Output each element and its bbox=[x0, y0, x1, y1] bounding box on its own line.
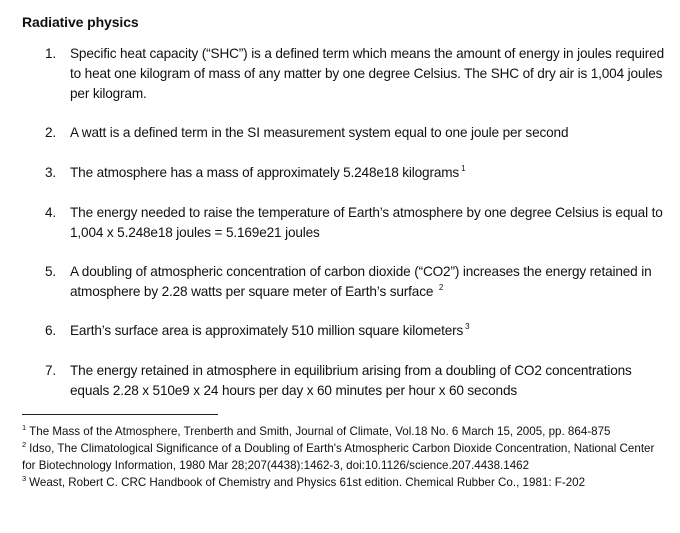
footnote bbox=[22, 440, 667, 474]
list-item-number: 7. bbox=[45, 363, 57, 378]
list-item-body: The energy retained in atmosphere in equilibrium arising from a doubling of CO2 concentrations equals 2.28 x 510e9 x 24 hours per day x 60 minutes per hour x 60 seconds bbox=[70, 363, 632, 398]
list-item-number: 4. bbox=[45, 205, 57, 220]
section-heading: Radiative physics bbox=[22, 14, 139, 30]
list-item-number: 5. bbox=[45, 264, 57, 279]
list-item-number: 3. bbox=[45, 165, 57, 180]
list-item-text bbox=[70, 123, 665, 143]
list-item-text bbox=[70, 262, 665, 302]
list-item-text bbox=[70, 163, 665, 183]
list-item-text bbox=[70, 321, 665, 341]
footnote-marker: 2 bbox=[22, 440, 27, 450]
footnote-marker: 1 bbox=[22, 423, 27, 433]
footnote-reference: 3 bbox=[465, 322, 470, 332]
footnotes bbox=[22, 423, 667, 491]
list-item-number: 2. bbox=[45, 125, 57, 140]
footnote-text: Weast, Robert C. CRC Handbook of Chemistry and Physics 61st edition. Chemical Rubber Co., 1981: F-202 bbox=[29, 476, 586, 489]
footnote-marker: 3 bbox=[22, 474, 27, 484]
list-item-body: A doubling of atmospheric concentration of carbon dioxide (“CO2”) increases the energy retained in atmosphere by 2.28 watts per square meter of Earth’s surface bbox=[70, 264, 652, 299]
list-item-text bbox=[70, 203, 665, 243]
footnote bbox=[22, 423, 667, 440]
footnote-reference: 1 bbox=[461, 164, 466, 174]
list-item-body: A watt is a defined term in the SI measurement system equal to one joule per second bbox=[70, 125, 569, 140]
list-item-text bbox=[70, 44, 665, 104]
list-item-body: Specific heat capacity (“SHC”) is a defined term which means the amount of energy in joules required to heat one kilogram of mass of any matter by one degree Celsius. The SHC of dry air is 1,004 joules per kilogram. bbox=[70, 46, 664, 101]
footnote-text: Idso, The Climatological Significance of a Doubling of Earth's Atmospheric Carbon Dioxide Concentration, National Center for Biotechnology Information, 1980 Mar 28;207(4438):1462-3, doi:10.1126/science.207.4438.1462 bbox=[22, 442, 655, 472]
list-item-body: The energy needed to raise the temperature of Earth’s atmosphere by one degree Celsius is equal to 1,004 x 5.248e18 joules = 5.169e21 joules bbox=[70, 205, 663, 240]
footnote-text: The Mass of the Atmosphere, Trenberth and Smith, Journal of Climate, Vol.18 No. 6 March 15, 2005, pp. 864-875 bbox=[29, 425, 611, 438]
list-item-text bbox=[70, 361, 665, 401]
footnote-separator bbox=[22, 414, 218, 415]
footnote-reference: 2 bbox=[438, 283, 444, 293]
list-item-body: The atmosphere has a mass of approximately 5.248e18 kilograms bbox=[70, 165, 460, 180]
list-item-body: Earth’s surface area is approximately 510 million square kilometers bbox=[70, 323, 464, 338]
list-item-number: 1. bbox=[45, 46, 57, 61]
footnote bbox=[22, 474, 667, 491]
list-item-number: 6. bbox=[45, 323, 57, 338]
